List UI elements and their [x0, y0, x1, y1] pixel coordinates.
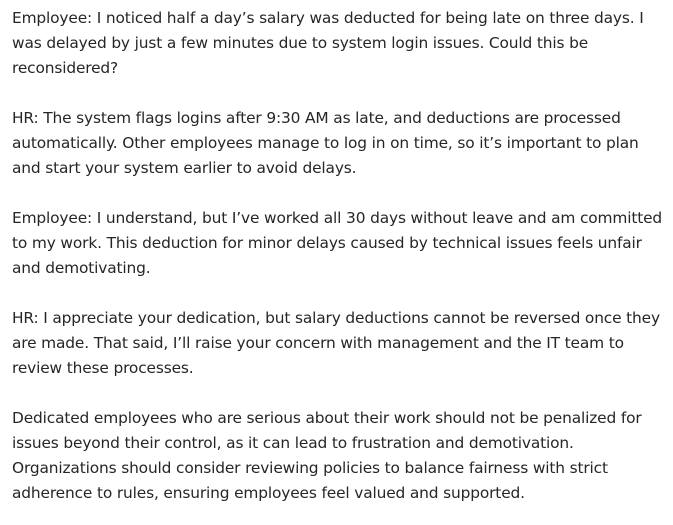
paragraph-conclusion: Dedicated employees who are serious about their work should not be penalized for issues beyond their control, as it can lead to frustration and demotivation. Organizations should consider reviewing policies to balance fairness with strict adherence to rules, ensuring employees feel valued and supported. [12, 409, 642, 502]
paragraph-hr-response: HR: The system flags logins after 9:30 AM as late, and deductions are processed automatically. Other employees manage to log in on time, so it’s important to plan and start your system earlier to avoid delays. [12, 109, 639, 177]
paragraph-employee-reply: Employee: I understand, but I’ve worked all 30 days without leave and am committed to my work. This deduction for minor delays caused by technical issues feels unfair and demotivating. [12, 209, 663, 277]
paragraph-hr-reply: HR: I appreciate your dedication, but salary deductions cannot be reversed once they are made. That said, I’ll raise your concern with management and the IT team to review these processes. [12, 309, 660, 377]
paragraph-employee-request: Employee: I noticed half a day’s salary was deducted for being late on three days. I was delayed by just a few minutes due to system login issues. Could this be reconsidered? [12, 9, 644, 77]
